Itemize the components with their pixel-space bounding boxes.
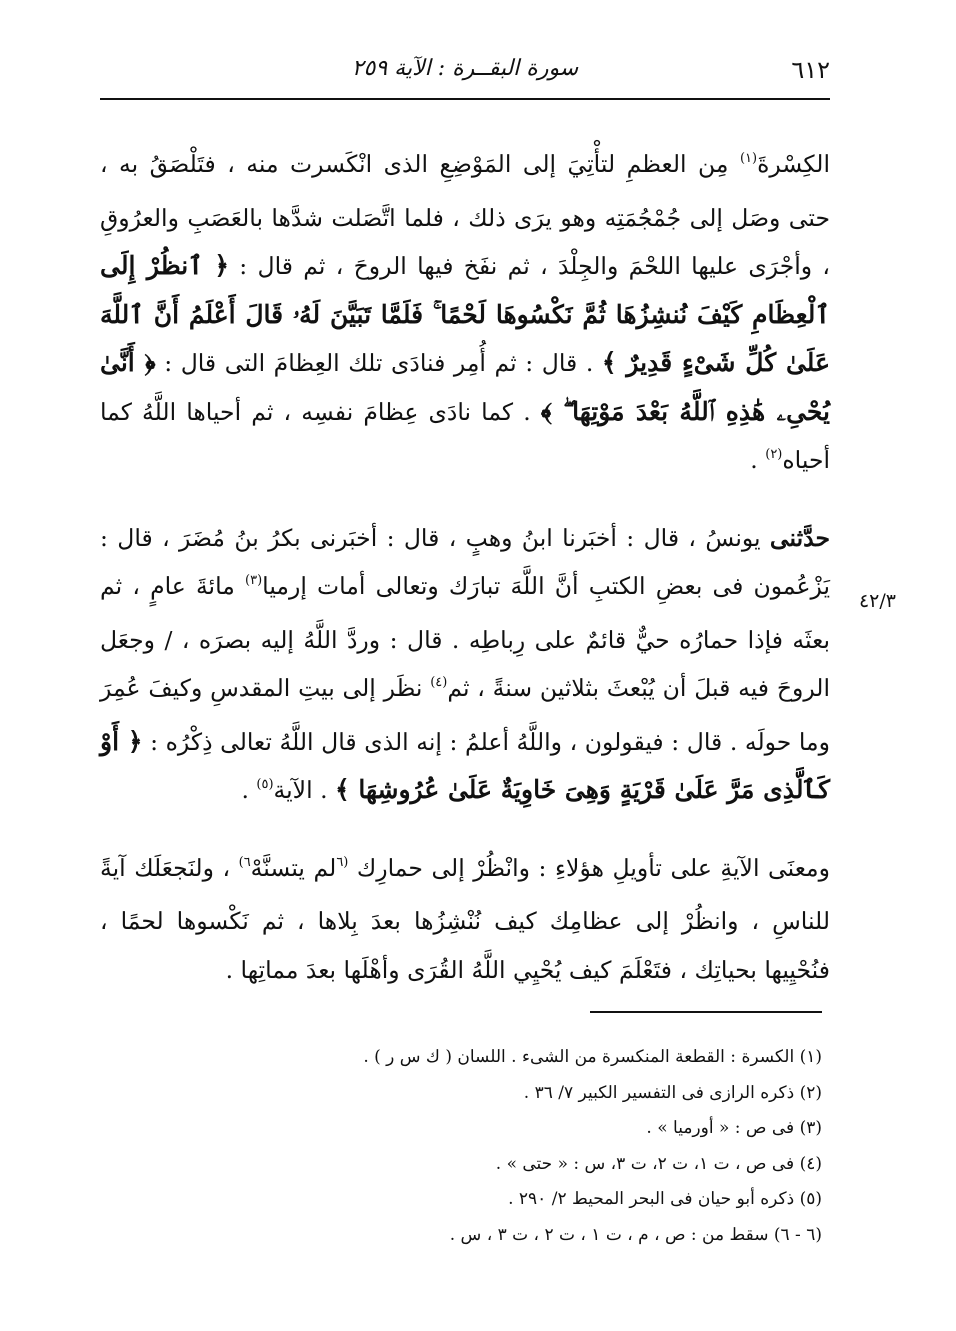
margin-volume-page-note: ٤٢/٣ <box>858 590 896 612</box>
running-title: سورة البقــرة : الآية ٢٥٩ <box>351 56 579 81</box>
text-run: ومعنَى الآيةِ على تأويلِ هؤلاءِ : وانْظُرْ إلى حمارِك <box>348 853 830 882</box>
text-run: . <box>241 776 257 804</box>
footnote-reference: (٢) <box>765 447 783 462</box>
page-number: ٦١٢ <box>791 56 830 84</box>
footnote: (٣) فى ص : « أورميا » . <box>646 1118 822 1138</box>
paragraph <box>100 514 830 820</box>
lead-word: حدَّثنى <box>769 523 830 552</box>
footnote-reference: (٦ <box>336 854 349 870</box>
text-run: . <box>750 446 766 474</box>
text-run: مائةَ عامٍ ، ثم بعثَه فإذا حمارُه حيٌّ قائمٌ على رِباطِه . قال : وردَّ اللَّهُ إليه بصرَه ، / وجعَل الروحَ فيه قبلَ أن يُبْعثَ بثلاثين سنةً ، ثم <box>100 572 830 702</box>
text-run: . كما نادَى عِظامَ نفسِه ، ثم أحياها اللَّهُ كما أحياه <box>100 397 830 474</box>
footnote-reference: (٥) <box>256 777 274 792</box>
footnote-reference: ٦) <box>238 854 251 870</box>
text-run: ، ولنَجعَلَك آيةً للناسِ ، وانظُرْ إلى عظامِك كيف نُنْشِزُها بعدَ بِلاها ، ثم نَكْسوها لحمًا ، فنُحْيِيها بحياتِك ، فتَعْلَمَ كيف يُحْيِي اللَّهُ القُرَى وأهْلَها بعدَ مماتِها . <box>100 853 830 984</box>
footnote-rule <box>590 1011 822 1013</box>
quran-verse: ﴿ أَنَّىٰ يُحْىِۦ هَٰذِهِ ٱللَّهُ بَعْدَ مَوْتِهَا ۖ ﴾ <box>100 348 830 426</box>
footnote-reference: (١) <box>739 151 758 166</box>
quran-verse: ﴿ أَوْ كَٱلَّذِى مَرَّ عَلَىٰ قَرْيَةٍ وَهِىَ خَاوِيَةٌ عَلَىٰ عُرُوشِهَا ﴾ <box>100 726 830 804</box>
footnote-reference: (٤) <box>430 675 448 690</box>
text-run: مِن العظمِ لتأْتِيَ إلى المَوْضِعِ الذى انْكَسرت منه ، فتَلْصَقُ به ، حتى وصَل إلى جُمْجُمَتِه وهو يرَى ذلك ، فلما اتَّصَلت شدَّها بالعَصَبِ والعرُوقِ ، وأجْرَى عليها اللحْمَ والجِلْدَ ، ثم نفَخ فيها الروحَ ، ثم قال : <box>100 150 830 280</box>
text-run: نظَر إلى بيتِ المقدسِ وكيفَ عُمِرَ وما حولَه . قال : فيقولون ، واللَّهُ أعلمُ : إنه الذى قال اللَّهُ تعالى ذِكْرُه : <box>100 674 830 756</box>
text-run: . الآية <box>273 776 336 804</box>
footnote-reference: (٣) <box>245 573 263 588</box>
text-run: لم يتسنَّهْ <box>250 853 337 882</box>
footnotes <box>300 1040 822 1253</box>
text-run: الكِسْرةَ <box>757 150 830 178</box>
paragraph <box>100 844 830 995</box>
quran-verse: ﴿ ٱنظُرْ إِلَى ٱلْعِظَامِ كَيْفَ نُنشِزُهَا ثُمَّ نَكْسُوهَا لَحْمًا ۚ فَلَمَّا تَبَيَّنَ لَهُۥ قَالَ أَعْلَمُ أَنَّ ٱللَّهَ عَلَىٰ كُلِّ شَىْءٍ قَدِيرٌ ﴾ <box>100 251 830 377</box>
footnote: (٦ - ٦) سقط من : ص ، م ، ت ١ ، ت ٢ ، ت ٣ ، س . <box>449 1224 822 1245</box>
main-text <box>100 140 830 994</box>
footnote: (٥) ذكره أبو حيان فى البحر المحيط ٢/ ٢٩٠ . <box>508 1189 822 1209</box>
text-run: . قال : ثم أُمِر فنادَى تلك العِظامَ التى قال : <box>155 349 602 377</box>
paragraph <box>100 140 830 490</box>
footnote: (٤) فى ص ، ت ١، ت ٢، ت ٣، س : « حتى » . <box>495 1153 822 1174</box>
header-rule <box>100 98 830 100</box>
footnote: (١) الكسرة : القطعة المنكسرة من الشىء . اللسان ( ك س ر ) . <box>363 1047 822 1067</box>
page-header <box>100 52 830 92</box>
footnote: (٢) ذكره الرازى فى التفسير الكبير ٧/ ٣٦ . <box>523 1082 822 1103</box>
text-run: يونسُ ، قال : أخبَرنا ابنُ وهبٍ ، قال : أخبَرنى بكرُ بنُ مُضَرَ ، قال : يَزْعُمون فى بعضِ الكتبِ أنَّ اللَّهَ تبارَك وتعالى أمات إرميا <box>100 523 831 600</box>
